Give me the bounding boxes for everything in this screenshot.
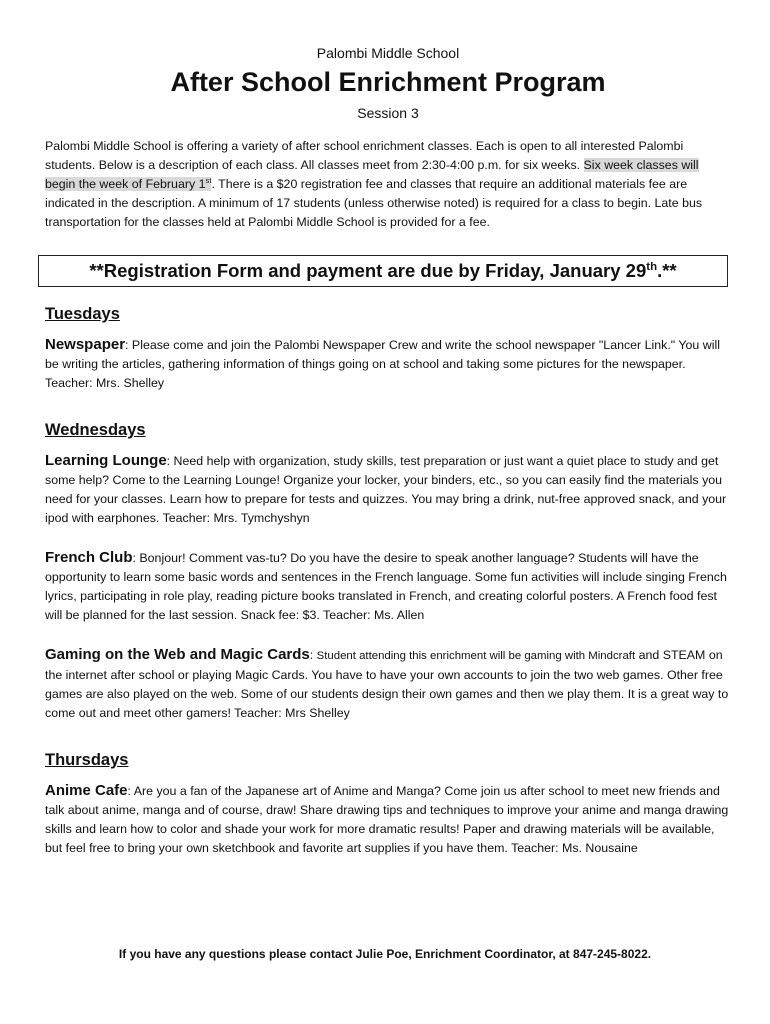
class-desc-learning-lounge: : Need help with organization, study skills, test preparation or just want a quiet place to study and get some help? Come to the Learning Lounge! Organize your locker, your binders, etc., so you can easily find the materials you need for your classes. Learn how to prepare for tests and quizzes. You may bring a drink, nut-free approved snack, and your ipod with earphones. Teacher: Mrs. Tymchyshyn <box>45 454 727 525</box>
class-newspaper <box>45 335 731 393</box>
class-desc-newspaper: : Please come and join the Palombi Newspaper Crew and write the school newspaper "Lancer Link." You will be writing the articles, gathering information of things going on at school and taking some pictures for the newspaper. Teacher: Mrs. Shelley <box>45 338 720 390</box>
document-page <box>45 44 731 858</box>
intro-highlight-text: Six week classes will begin the week of February 1 <box>45 158 699 191</box>
heading-thursdays: Thursdays <box>45 751 129 769</box>
class-colon-gaming: : <box>309 648 317 662</box>
page-title: After School Enrichment Program <box>170 67 606 97</box>
class-learning-lounge <box>45 451 731 528</box>
class-name-french-club: French Club <box>45 549 133 566</box>
class-name-anime-cafe: Anime Cafe <box>45 782 128 799</box>
class-desc-gaming: and STEAM on the internet after school or playing Magic Cards. You have to have your own accounts to join the two web games. Other free games are also played on the web. Some of our students design their own games and then we play them. It is a great way to come out and meet other gamers! Teacher: Mrs Shelley <box>45 648 729 720</box>
session-label: Session 3 <box>357 105 419 121</box>
school-name: Palombi Middle School <box>316 45 460 61</box>
class-name-gaming: Gaming on the Web and Magic Cards <box>45 646 310 663</box>
intro-text-1: Palombi Middle School is offering a variety of after school enrichment classes. Each is open to all interested Palombi students. Below is a description of each class. All classes meet from 2:30-4:00 p.m. for six weeks. <box>45 139 684 172</box>
registration-banner <box>38 255 728 287</box>
contact-footer: If you have any questions please contact Julie Poe, Enrichment Coordinator, at 847-245-8022. <box>118 947 652 961</box>
class-anime-cafe <box>45 781 731 858</box>
class-name-learning-lounge: Learning Lounge <box>45 452 167 469</box>
class-french-club <box>45 548 731 625</box>
intro-paragraph <box>45 137 731 232</box>
banner-tail: .** <box>657 260 677 281</box>
heading-wednesdays: Wednesdays <box>45 421 146 439</box>
banner-text: **Registration Form and payment are due by Friday, January 29 <box>89 260 647 281</box>
banner-sup: th <box>646 260 658 273</box>
class-gaming <box>45 645 731 723</box>
intro-text-2: . There is a $20 registration fee and classes that require an additional materials fee are indicated in the description. A minimum of 17 students (unless otherwise noted) is required for a class to begin. Late bus transportation for the classes held at Palombi Middle School is provided for a fee. <box>45 177 703 229</box>
class-desc-gaming-small: Student attending this enrichment will be gaming with Mindcraft <box>316 650 636 662</box>
class-name-newspaper: Newspaper <box>45 336 126 353</box>
class-desc-anime-cafe: : Are you a fan of the Japanese art of Anime and Manga? Come join us after school to meet new friends and talk about anime, manga and of course, draw! Share drawing tips and techniques to improve your anime and manga drawing skills and learn how to color and shade your work for more dramatic results! Paper and drawing materials will be available, but feel free to bring your own sketchbook and favorite art supplies if you have them. Teacher: Ms. Nousaine <box>45 784 729 855</box>
heading-tuesdays: Tuesdays <box>45 305 120 323</box>
class-desc-french-club: : Bonjour! Comment vas-tu? Do you have the desire to speak another language? Students will have the opportunity to learn some basic words and sentences in the French language. Some fun activities will include singing French lyrics, participating in role play, reading picture books translated in French, and creating colorful posters. A French food fest will be planned for the last session. Snack fee: $3. Teacher: Ms. Allen <box>45 551 727 622</box>
intro-highlight-sup: st <box>205 175 212 185</box>
